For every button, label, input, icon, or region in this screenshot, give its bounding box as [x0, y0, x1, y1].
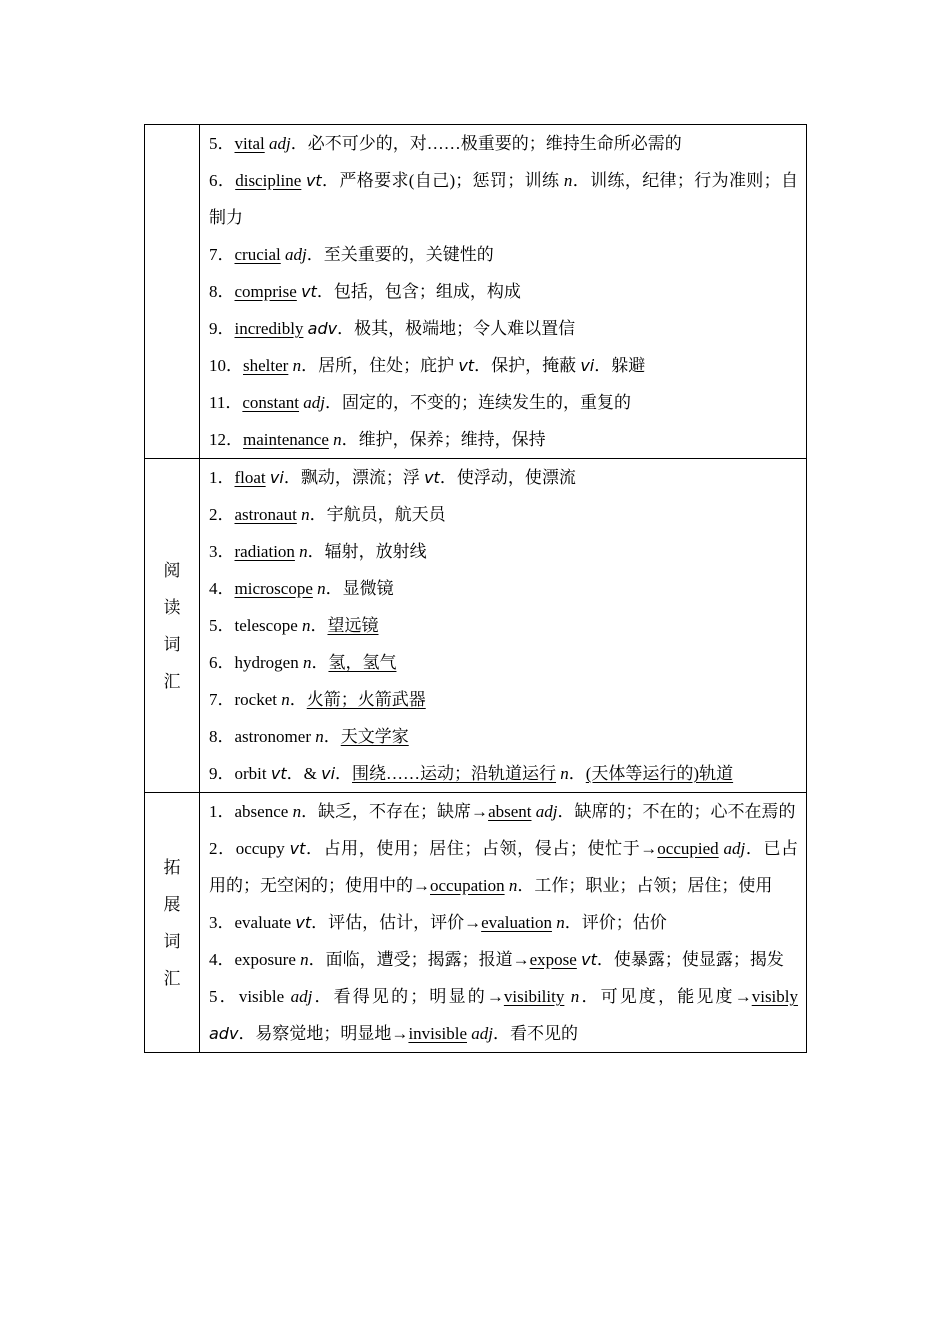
- underlined-term: 火箭；火箭武器: [306, 690, 426, 709]
- underlined-term: float: [234, 468, 266, 487]
- entry-text: ．评估，估计，评价→: [311, 913, 482, 932]
- entry-text: ．使暴露；使显露；揭发: [596, 950, 784, 969]
- entry-text: 3．evaluate: [209, 913, 296, 932]
- entry-text: ．训练，纪律；行为准则；自制力: [209, 171, 799, 227]
- underlined-term: discipline: [235, 171, 302, 190]
- section-row: [145, 125, 807, 459]
- part-of-speech: n: [302, 653, 312, 672]
- part-of-speech: vt: [424, 468, 440, 487]
- entry-text: 11．: [209, 393, 243, 412]
- entry-text: ．宇航员，航天员: [309, 505, 446, 524]
- underlined-term: constant: [242, 393, 300, 412]
- entry-text: 8．: [209, 282, 235, 301]
- section-label-char: 阅: [163, 560, 181, 580]
- part-of-speech: vt: [270, 764, 287, 783]
- part-of-speech: n: [299, 542, 308, 561]
- part-of-speech: n: [333, 430, 342, 449]
- vocab-entry: [209, 830, 798, 904]
- part-of-speech: adj: [285, 245, 307, 264]
- part-of-speech: n: [508, 876, 518, 895]
- part-of-speech: vt: [289, 839, 306, 858]
- vocab-entry: [209, 681, 798, 718]
- part-of-speech: n: [300, 950, 309, 969]
- entry-text: ．可见度，能见度→: [579, 987, 752, 1006]
- section-label-char: 读: [163, 597, 181, 617]
- section-label: [145, 793, 200, 1053]
- section-label-char: 展: [163, 894, 181, 914]
- vocab-entry: [209, 273, 798, 310]
- entry-text: ．严格要求(自己)；惩罚；训练: [321, 171, 564, 190]
- entry-text: ．居所，住处；庇护: [301, 356, 459, 375]
- part-of-speech: vi: [580, 356, 595, 375]
- part-of-speech: vt: [301, 282, 317, 301]
- entry-text: ．已占用的；无空闲的；使用中的→: [209, 839, 799, 895]
- vocab-entry: [209, 421, 798, 458]
- underlined-term: 望远镜: [327, 616, 379, 635]
- vocab-entry: [209, 347, 798, 384]
- entry-text: ．至关重要的，关键性的: [306, 245, 494, 264]
- entry-text: ．飘动，漂流；浮: [283, 468, 425, 487]
- entry-text: ．易察觉地；明显地→: [238, 1024, 409, 1043]
- section-label-char: 汇: [163, 968, 181, 988]
- entry-text: ．包括，包含；组成，构成: [316, 282, 521, 301]
- vocab-entry: [209, 125, 798, 162]
- vocab-entry: [209, 607, 798, 644]
- section-entries: [200, 459, 807, 793]
- entry-text: ．: [310, 616, 328, 635]
- vocab-entry: [209, 162, 798, 236]
- part-of-speech: n: [301, 505, 310, 524]
- underlined-term: crucial: [234, 245, 281, 264]
- underlined-term: microscope: [234, 579, 313, 598]
- entry-text: 1．absence: [209, 802, 293, 821]
- section-row: [145, 459, 807, 793]
- entry-text: ．显微镜: [325, 579, 394, 598]
- entry-text: 6．: [209, 171, 236, 190]
- entry-text: 5．telescope: [209, 616, 302, 635]
- entry-text: 8．astronomer: [209, 727, 316, 746]
- vocab-entry: [209, 793, 798, 830]
- entry-text: ．看不见的: [492, 1024, 578, 1043]
- underlined-term: maintenance: [243, 430, 329, 449]
- part-of-speech: adv: [209, 1024, 239, 1043]
- entry-text: 7．: [209, 245, 235, 264]
- part-of-speech: n: [560, 764, 569, 783]
- entry-text: 4．exposure: [209, 950, 301, 969]
- underlined-term: visibly: [751, 987, 799, 1006]
- part-of-speech: n: [556, 913, 565, 932]
- entry-text: 5．visible: [209, 987, 291, 1006]
- underlined-term: vital: [234, 134, 265, 153]
- entry-text: ．躲避: [594, 356, 646, 375]
- part-of-speech: vt: [458, 356, 475, 375]
- vocab-entry: [209, 533, 798, 570]
- underlined-term: absent: [488, 802, 532, 821]
- entry-text: ．保护，掩蔽: [474, 356, 581, 375]
- section-label-char: 词: [163, 931, 181, 951]
- entry-text: ．: [289, 690, 307, 709]
- part-of-speech: adv: [307, 319, 338, 338]
- entry-text: ．必不可少的，对……极重要的；维持生命所必需的: [290, 134, 682, 153]
- entry-text: ．: [335, 764, 353, 783]
- part-of-speech: adj: [723, 839, 746, 858]
- section-entries: [200, 125, 807, 459]
- entry-text: ．缺乏，不存在；缺席→: [301, 802, 489, 821]
- underlined-term: occupation: [430, 876, 505, 895]
- underlined-term: invisible: [408, 1024, 467, 1043]
- entry-text: 5．: [209, 134, 235, 153]
- entry-text: ．占用，使用；居住；占领，侵占；使忙于→: [305, 839, 658, 858]
- underlined-term: visibility: [503, 987, 565, 1006]
- entry-text: 2．: [209, 505, 235, 524]
- entry-text: 7．rocket: [209, 690, 282, 709]
- underlined-term: incredibly: [234, 319, 304, 338]
- underlined-term: 氢，氢气: [328, 653, 397, 672]
- underlined-term: occupied: [657, 839, 719, 858]
- section-row: [145, 793, 807, 1053]
- vocabulary-table: [144, 124, 807, 1053]
- section-label: [145, 459, 200, 793]
- part-of-speech: n: [292, 356, 302, 375]
- entry-text: ．辐射，放射线: [307, 542, 427, 561]
- vocabulary-table-body: [145, 125, 807, 1053]
- entry-text: 9．orbit: [209, 764, 271, 783]
- section-entries: [200, 793, 807, 1053]
- section-label-char: 词: [163, 634, 181, 654]
- underlined-term: 天文学家: [340, 727, 409, 746]
- part-of-speech: vi: [321, 764, 336, 783]
- part-of-speech: adj: [303, 393, 326, 412]
- underlined-term: expose: [529, 950, 577, 969]
- vocab-entry: [209, 644, 798, 681]
- underlined-term: 围绕……运动；沿轨道运行: [352, 764, 557, 783]
- entry-text: 6．hydrogen: [209, 653, 303, 672]
- section-label-char: 汇: [163, 671, 181, 691]
- vocab-entry: [209, 718, 798, 755]
- part-of-speech: vi: [269, 468, 284, 487]
- entry-text: 2．occupy: [209, 839, 290, 858]
- vocab-entry: [209, 904, 798, 941]
- entry-text: ．评价；估价: [564, 913, 667, 932]
- entry-text: ．面临，遭受；揭露；报道→: [308, 950, 530, 969]
- part-of-speech: adj: [471, 1024, 493, 1043]
- part-of-speech: n: [292, 802, 302, 821]
- underlined-term: radiation: [234, 542, 295, 561]
- entry-text: ．维护，保养；维持，保持: [341, 430, 546, 449]
- entry-text: 4．: [209, 579, 235, 598]
- vocab-entry: [209, 755, 798, 792]
- entry-text: ．: [311, 653, 329, 672]
- vocab-entry: [209, 459, 798, 496]
- section-label: [145, 125, 200, 459]
- part-of-speech: n: [281, 690, 290, 709]
- vocab-entry: [209, 941, 798, 978]
- entry-text: ．固定的，不变的；连续发生的，重复的: [325, 393, 632, 412]
- entry-text: ．&: [286, 764, 322, 783]
- part-of-speech: vt: [581, 950, 597, 969]
- entry-text: 9．: [209, 319, 235, 338]
- underlined-term: astronaut: [234, 505, 297, 524]
- entry-text: ．工作；职业；占领；居住；使用: [517, 876, 773, 895]
- vocab-entry: [209, 496, 798, 533]
- vocab-entry: [209, 978, 798, 1052]
- part-of-speech: vt: [295, 913, 312, 932]
- vocab-entry: [209, 384, 798, 421]
- entry-text: 10．: [209, 356, 243, 375]
- part-of-speech: n: [315, 727, 324, 746]
- part-of-speech: vt: [305, 171, 322, 190]
- part-of-speech: n: [302, 616, 311, 635]
- underlined-term: comprise: [234, 282, 297, 301]
- part-of-speech: adj: [290, 987, 313, 1006]
- entry-text: ．使浮动，使漂流: [439, 468, 576, 487]
- entry-text: 1．: [209, 468, 235, 487]
- entry-text: ．看得见的；明显的→: [312, 987, 504, 1006]
- vocab-entry: [209, 570, 798, 607]
- section-label-char: 拓: [163, 857, 181, 877]
- part-of-speech: adj: [535, 802, 558, 821]
- entry-text: ．缺席的；不在的；心不在焉的: [557, 802, 796, 821]
- underlined-term: (天体等运行的)轨道: [585, 764, 734, 783]
- part-of-speech: n: [317, 579, 326, 598]
- part-of-speech: adj: [268, 134, 291, 153]
- vocab-entry: [209, 236, 798, 273]
- entry-text: ．: [323, 727, 341, 746]
- entry-text: ．极其，极端地；令人难以置信: [337, 319, 576, 338]
- underlined-term: evaluation: [481, 913, 552, 932]
- entry-text: 12．: [209, 430, 243, 449]
- entry-text: 3．: [209, 542, 235, 561]
- entry-text: ．: [568, 764, 586, 783]
- underlined-term: shelter: [243, 356, 289, 375]
- vocab-entry: [209, 310, 798, 347]
- part-of-speech: n: [570, 987, 580, 1006]
- part-of-speech: n: [563, 171, 573, 190]
